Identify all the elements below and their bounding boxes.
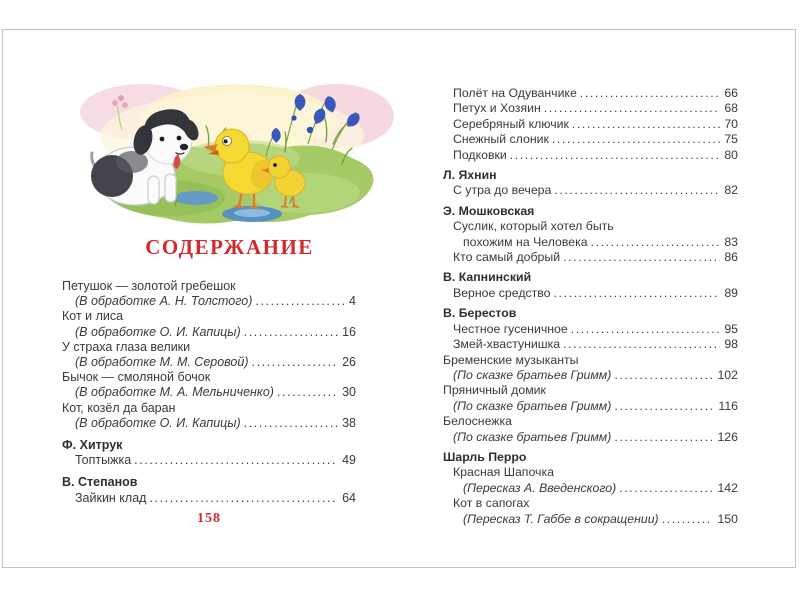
toc-entry-line <box>443 183 738 198</box>
toc-entry-text: Змей-хвастунишка <box>453 337 561 352</box>
dot-leader <box>244 325 338 340</box>
toc-page-number: 126 <box>717 429 738 444</box>
toc-entry-text: Бременские музыканты <box>443 352 579 367</box>
toc-entry-line <box>443 481 738 496</box>
toc-entry-text: Белоснежка <box>443 414 513 429</box>
toc-entry-line <box>62 401 356 416</box>
toc-page-number: 95 <box>724 321 738 336</box>
toc-entry-text: (По сказке братьев Гримм) <box>453 429 612 444</box>
toc-page-number: 86 <box>724 250 738 265</box>
dot-leader <box>149 491 338 506</box>
toc-entry-line <box>443 219 738 234</box>
toc-entry-line <box>62 340 356 355</box>
toc-page-number: 49 <box>342 453 356 468</box>
toc-page-number: 64 <box>342 490 356 505</box>
toc-author-line <box>443 306 738 321</box>
toc-page-number: 142 <box>717 480 738 495</box>
toc-entry-line <box>62 416 356 431</box>
dot-leader <box>134 453 338 468</box>
left-page <box>3 30 400 567</box>
toc-entry-line <box>443 86 738 101</box>
toc-entry-text: В. Капнинский <box>443 270 532 285</box>
toc-entry-line <box>443 117 738 132</box>
page-spread-border <box>2 29 796 568</box>
toc-entry-text: Петушок — золотой гребешок <box>62 279 236 293</box>
toc-entry-line <box>443 337 738 352</box>
toc-entry-text: Кот в сапогах <box>453 496 530 511</box>
toc-entry-line <box>443 368 738 383</box>
toc-entry-text: Кот, козёл да баран <box>62 400 176 415</box>
toc-list-left <box>62 279 356 506</box>
toc-entry-line <box>62 355 356 370</box>
toc-page-number: 26 <box>342 355 356 370</box>
toc-entry-text: Топтыжка <box>75 453 132 468</box>
toc-entry-line <box>443 353 738 368</box>
toc-page-number: 98 <box>724 337 738 352</box>
toc-entry-text: Петух и Хозяин <box>453 101 541 116</box>
dot-leader <box>662 512 714 527</box>
toc-entry-text: Зайкин клад <box>75 490 147 505</box>
dot-leader <box>552 132 720 147</box>
toc-entry-line <box>62 385 356 400</box>
toc-entry-text: Снежный слоник <box>453 132 549 147</box>
toc-entry-text: (В обработке О. И. Капицы) <box>75 415 241 430</box>
puddle-highlight <box>234 209 270 217</box>
toc-entry-text: Пряничный домик <box>443 383 546 398</box>
toc-entry-text: В. Степанов <box>62 475 138 490</box>
toc-entry-text: Л. Яхнин <box>443 168 497 183</box>
toc-entry-text: (Пересказ Т. Габбе в сокращении) <box>463 511 659 526</box>
toc-page-number: 82 <box>724 183 738 198</box>
toc-entry-line <box>443 465 738 480</box>
toc-author-line <box>443 450 738 465</box>
dot-leader <box>244 416 338 431</box>
toc-entry-line <box>443 430 738 445</box>
toc-entry-line <box>443 512 738 527</box>
right-page <box>400 30 796 567</box>
toc-entry-line <box>443 101 738 116</box>
toc-entry-text: Шарль Перро <box>443 449 527 464</box>
toc-entry-line <box>443 235 738 250</box>
toc-page-number: 30 <box>342 385 356 400</box>
toc-entry-text: (По сказке братьев Гримм) <box>453 367 612 382</box>
toc-entry-line <box>62 453 356 468</box>
dot-leader <box>252 355 339 370</box>
toc-entry-text: Бычок — смоляной бочок <box>62 370 211 385</box>
toc-entry-text: (В обработке О. И. Капицы) <box>75 324 241 339</box>
toc-entry-text: Суслик, который хотел быть <box>453 219 614 234</box>
toc-entry-text: Ф. Хитрук <box>62 438 123 453</box>
toc-author-line <box>62 475 356 490</box>
toc-entry-text: Честное гусеничное <box>453 321 568 336</box>
toc-page-number: 89 <box>724 285 738 300</box>
toc-entry-line <box>443 148 738 163</box>
dot-leader <box>554 183 720 198</box>
dot-leader <box>510 148 721 163</box>
dot-leader <box>572 117 720 132</box>
dot-leader <box>614 399 714 414</box>
toc-entry-line <box>443 383 738 398</box>
dot-leader <box>544 101 721 116</box>
toc-entry-line <box>443 399 738 414</box>
dot-leader <box>580 86 721 101</box>
toc-page-number: 66 <box>724 86 738 100</box>
toc-entry-text: Кот и лиса <box>62 309 124 324</box>
dot-leader <box>571 322 721 337</box>
dot-leader <box>563 250 720 265</box>
toc-page-number: 4 <box>349 294 356 309</box>
toc-entry-text: В. Берестов <box>443 306 517 321</box>
toc-page-number: 116 <box>718 398 738 413</box>
toc-page-number: 70 <box>724 116 738 131</box>
toc-entry-line <box>62 491 356 506</box>
toc-entry-line <box>62 309 356 324</box>
toc-entry-text: Подковки <box>453 147 507 162</box>
dot-leader <box>255 294 345 309</box>
toc-page-number: 150 <box>717 511 738 526</box>
toc-entry-text: Э. Мошковская <box>443 203 535 218</box>
dot-leader <box>554 286 721 301</box>
dot-leader <box>277 385 338 400</box>
toc-entry-text: Кто самый добрый <box>453 250 561 265</box>
toc-entry-text: похожим на Человека <box>463 234 588 249</box>
toc-author-line <box>443 168 738 183</box>
toc-entry-line <box>443 322 738 337</box>
toc-entry-text: (В обработке М. А. Мельниченко) <box>75 385 274 400</box>
toc-entry-text: Полёт на Одуванчике <box>453 86 577 100</box>
toc-author-line <box>443 204 738 219</box>
dot-leader <box>619 481 713 496</box>
toc-entry-text: У страха глаза велики <box>62 339 191 354</box>
dot-leader <box>614 368 713 383</box>
toc-entry-line <box>443 496 738 511</box>
toc-entry-line <box>443 250 738 265</box>
dot-leader <box>591 235 721 250</box>
puddle <box>174 191 218 205</box>
toc-entry-line <box>62 370 356 385</box>
toc-page-number: 16 <box>342 324 356 339</box>
toc-entry-text: (По сказке братьев Гримм) <box>453 398 612 413</box>
toc-page-number: 38 <box>342 415 356 430</box>
toc-entry-line <box>443 286 738 301</box>
toc-page-number: 75 <box>724 132 738 147</box>
toc-entry-text: (В обработке М. М. Серовой) <box>75 355 249 370</box>
toc-entry-line <box>443 414 738 429</box>
toc-entry-text: Верное средство <box>453 285 551 300</box>
dot-leader <box>563 337 720 352</box>
toc-page-number: 102 <box>717 367 738 382</box>
dot-leader <box>614 430 713 445</box>
toc-entry-text: Серебряный ключик <box>453 116 569 131</box>
contents-heading: СОДЕРЖАНИЕ <box>145 235 314 259</box>
toc-entry-text: С утра до вечера <box>453 183 552 198</box>
toc-page-number: 80 <box>724 147 738 162</box>
toc-entry-line <box>62 325 356 340</box>
toc-entry-text: (В обработке А. Н. Толстого) <box>75 294 253 309</box>
toc-entry-line <box>443 132 738 147</box>
puppy-and-chicks-illustration <box>80 78 395 234</box>
toc-author-line <box>62 438 356 453</box>
toc-entry-text: Красная Шапочка <box>453 465 554 480</box>
toc-list-right <box>443 86 738 527</box>
page-number-folio: 158 <box>197 511 221 526</box>
toc-author-line <box>443 270 738 285</box>
toc-entry-line <box>62 294 356 309</box>
toc-page-number: 68 <box>724 101 738 116</box>
toc-page-number: 83 <box>724 234 738 249</box>
toc-entry-line <box>62 279 356 294</box>
toc-entry-text: (Пересказ А. Введенского) <box>463 480 617 495</box>
